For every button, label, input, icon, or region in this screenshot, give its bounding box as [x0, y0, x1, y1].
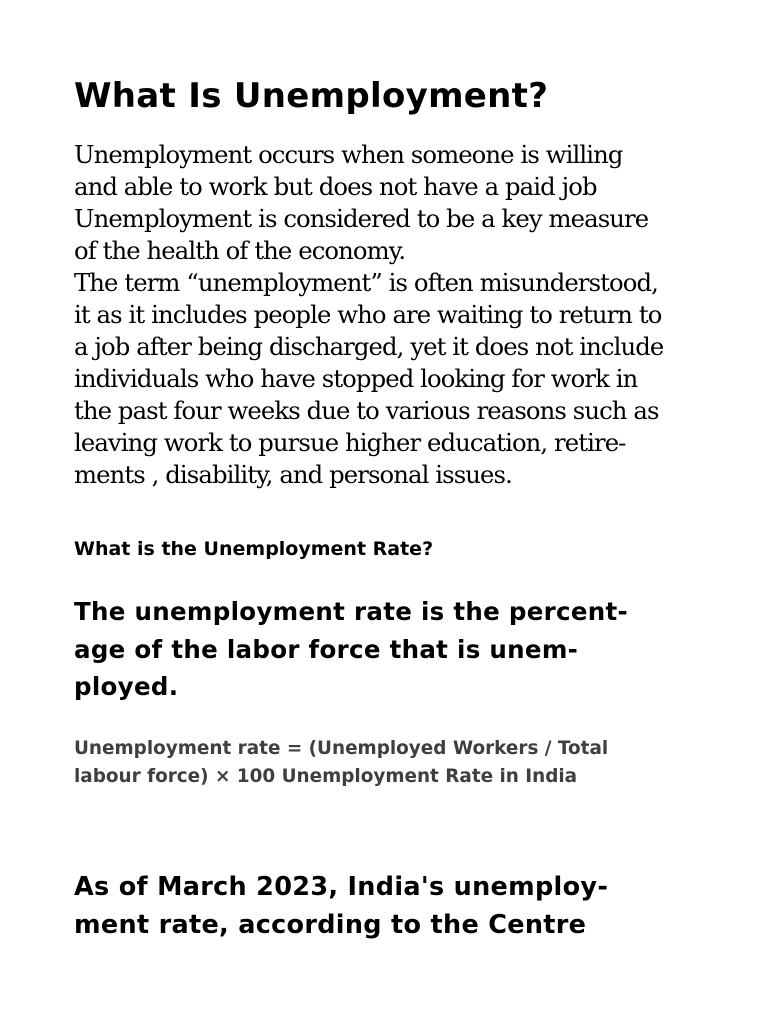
formula-line: labour force) × 100 Unemployment Rate in India: [74, 766, 578, 787]
definition-paragraph: [74, 593, 628, 706]
intro-line: ments , disability, and personal issues.: [74, 460, 512, 489]
definition-line: The unemployment rate is the percent-: [74, 597, 628, 626]
closing-line: As of March 2023, India's unemploy-: [74, 872, 609, 902]
intro-line: and able to work but does not have a paid job: [74, 172, 597, 201]
intro-line: of the health of the economy.: [74, 236, 406, 265]
intro-line: a job after being discharged, yet it does not include: [74, 332, 664, 361]
definition-line: ployed.: [74, 672, 179, 701]
formula-text: [74, 735, 608, 791]
intro-line: it as it includes people who are waiting to return to: [74, 300, 662, 329]
closing-paragraph: [74, 869, 608, 944]
intro-line: The term “unemployment” is often misunderstood,: [74, 268, 658, 297]
page-title: What Is Unemployment?: [74, 76, 549, 116]
intro-line: Unemployment is considered to be a key measure: [74, 204, 649, 233]
formula-line: Unemployment rate = (Unemployed Workers / Total: [74, 738, 609, 759]
intro-line: the past four weeks due to various reasons such as: [74, 396, 659, 425]
intro-line: leaving work to pursue higher education, retire-: [74, 428, 626, 457]
intro-line: Unemployment occurs when someone is willing: [74, 140, 623, 169]
intro-paragraph: [74, 139, 714, 491]
definition-line: age of the labor force that is unem-: [74, 634, 579, 664]
intro-line: individuals who have stopped looking for work in: [74, 364, 638, 393]
section-heading: What is the Unemployment Rate?: [74, 538, 434, 560]
closing-line: ment rate, according to the Centre: [74, 909, 587, 940]
